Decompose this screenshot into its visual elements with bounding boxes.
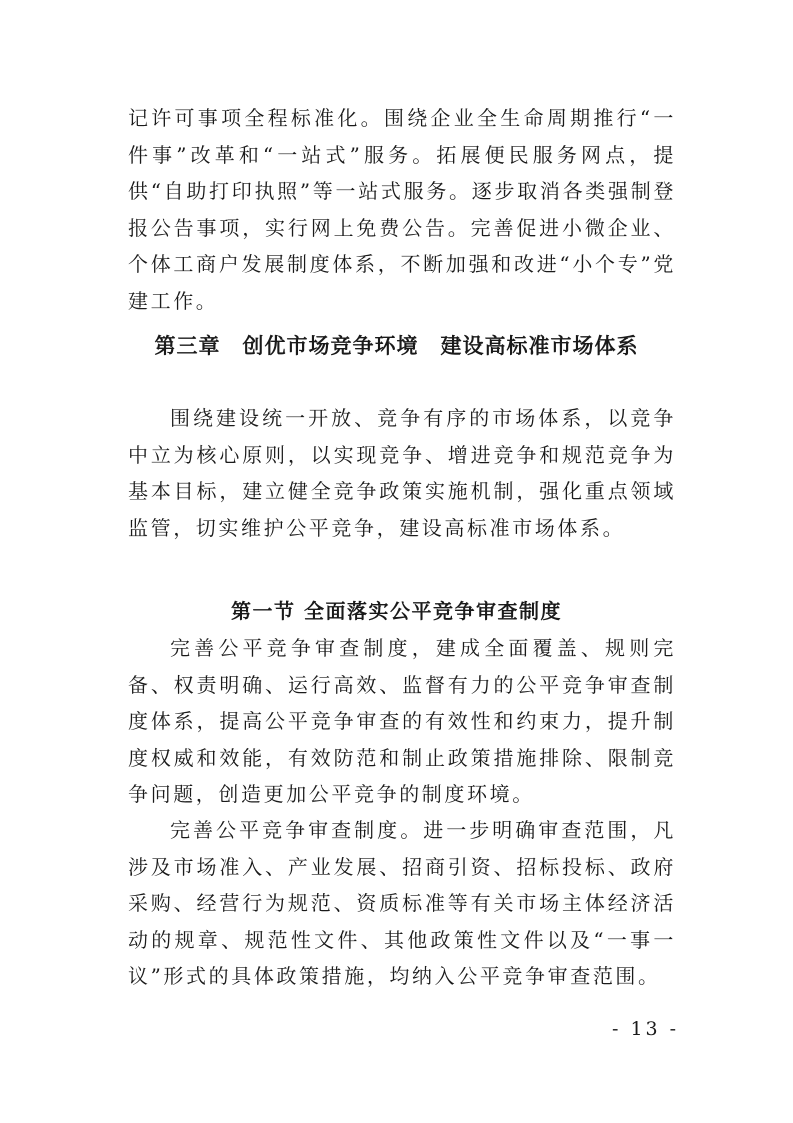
section-paragraph-1: 完善公平竞争审查制度，建成全面覆盖、规则完备、权责明确、运行高效、监督有力的公平竞争审查制度体系，提高公平竞争审查的有效性和约束力，提升制度权威和效能，有效防范和制止政策措施排除、限制竞争问题，创造更加公平竞争的制度环境。: [128, 636, 676, 806]
chapter-title-part-1: 创优市场竞争环境: [242, 334, 419, 358]
chapter-title-part-2: 建设高标准市场体系: [440, 334, 639, 358]
section-heading: 第一节 全面落实公平竞争审查制度: [231, 599, 562, 623]
section-paragraph-2: 完善公平竞争审查制度。进一步明确审查范围，凡涉及市场准入、产业发展、招商引资、招标投标、政府采购、经营行为规范、资质标准等有关市场主体经济活动的规章、规范性文件、其他政策性文件以及“一事一议”形式的具体政策措施，均纳入公平竞争审查范围。: [128, 818, 676, 988]
chapter-heading: [0, 330, 793, 360]
body-paragraph-continued: 记许可事项全程标准化。围绕企业全生命周期推行“一件事”改革和“一站式”服务。拓展便民服务网点，提供“自助打印执照”等一站式服务。逐步取消各类强制登报公告事项，实行网上免费公告。完善促进小微企业、个体工商户发展制度体系，不断加强和改进“小个专”党建工作。: [128, 106, 676, 313]
chapter-intro-paragraph: 围绕建设统一开放、竞争有序的市场体系，以竞争中立为核心原则，以实现竞争、增进竞争和规范竞争为基本目标，建立健全竞争政策实施机制，强化重点领域监管，切实维护公平竞争，建设高标准市场体系。: [128, 406, 676, 540]
chapter-number: 第三章: [154, 334, 221, 358]
page-number: - 13 -: [612, 1018, 680, 1040]
